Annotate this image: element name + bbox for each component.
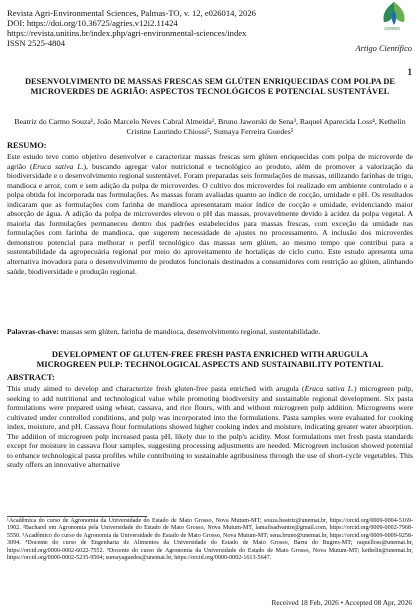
title-english: DEVELOPMENT OF GLUTEN-FREE FRESH PASTA ENRICHED WITH ARUGULA MICROGREEN PULP: TECHNOLOGICAL ASPECTS AND SUSTAINABILITY POTENTIAL — [36, 350, 384, 369]
species-name: Eruca sativa L. — [32, 161, 84, 171]
resumo-body — [7, 152, 413, 276]
resumo-heading: RESUMO: — [7, 141, 47, 150]
resumo-text-start: Este estudo teve como objetivo desenvolver e caracterizar massas frescas sem glúten enriquecidas com polpa de microverde de agrião ( — [7, 152, 413, 171]
doi-line — [7, 18, 413, 28]
keywords-label: Palavras-chave: — [7, 327, 59, 336]
journal-url-link[interactable]: https://revista.unitins.br/index.php/agri-environmental-sciences/index — [7, 28, 247, 38]
resumo-text-rest: ), buscando agregar valor nutricional e tecnológico ao produto, além de promover a valorização da biodiversidade e o desenvolvimento regional sustentável. Foram preparadas seis formulações de massas, utilizando farinhas de trigo, mandioca e arroz, com e sem adição da polpa de microverdes. O cultivo dos microverdes foi realizado em ambiente controlado e a polpa obtida foi incorporada nas formulações. As massas foram avaliadas quanto ao índice de cocção, umidade e pH. Os resultados indicaram que as formulações com farinha de mandioca apresentaram maior índice de cocção e umidade, evidenciando maior absorção de água. A adição da polpa de microverdes elevou o pH das massas, provavelmente devido à acidez da polpa vegetal. A maioria das formulações permaneceu dentro dos padrões estabelecidos para massas frescas, com exceção da umidade nas formulações com farinha de mandioca, que sugerem necessidade de ajustes no processamento. A inclusão dos microverdes demonstrou potencial para melhorar o perfil tecnológico das massas sem glúten, ao mesmo tempo que contribui para a sustentabilidade da agropecuária regional por meio do aproveitamento de hortaliças de ciclo curto. Este estudo apresenta uma alternativa inovadora para o desenvolvimento de produtos funcionais destinados a consumidores com restrição ao glúten, alinhando saúde, biodiversidade e produção regional. — [7, 161, 413, 276]
journal-logo-text: AGRIES — [384, 26, 400, 31]
author-affiliations-footnote: ¹Acadêmica do curso de Agronomia da Universidade do Estado de Mato Grosso, Nova Mutum-MT; souza.beatriz@unemat.br, https://orcid.org/0009-0004-5169-1902. ²Bacharel em Agronomia pela Universidade do Estado de Mato Grosso, Nova Mutum-MT, lamafisadvantre@gmail.com, https://orcid.org/0009-0002-7968-5550. ³Acadêmico do curso de Agronomia da Universidade do Estado de Mato Grosso, Nova Mutum-MT; sena.bruno@unemat.br, https://orcid.org/0009-0009-9258-3094. ⁴Docente do curso de Engenharia de Alimentos da Universidade do Estado de Mato Grosso, Barra do Bugres-MT; raquelloss@unemat.br, https://orcid.org/0000-0002-6022-7552. ⁵Docente do curso de Agronomia da Universidade do Estado de Mato Grosso, Nova Mutum-MT; kethelin@unemat.br, https://orcid.org/0000-0002-5235-9504; sumayaguedes@unemat.br, https://orcid.org/0000-0002-1613-5647. — [7, 518, 413, 562]
journal-url — [7, 28, 413, 38]
abstract-body — [7, 384, 413, 470]
authors: Beatriz do Carmo Souza¹, João Marcelo Neves Cabral Almeida², Bruno Jaworski de Sena³, Raquel Aparecida Loss⁴, Kethelin Cristine Laurindo Chiossi⁵, Sumaya Ferreira Guedes⁵ — [14, 117, 406, 136]
abstract-text-rest: ) microgreen pulp, seeking to add nutritional and technological value while promoting biodiversity and sustainable regional development. Six pasta formulations were prepared using wheat, cassava, and rice flours, with and without microgreen pulp addition. Microgreens were cultivated under controlled conditions, and pulp was incorporated into the formulations. Pasta samples were evaluated for cooking index, moisture, and pH. Cassava flour formulations showed higher cooking index and moisture, indicating greater water absorption. The addition of microgreen pulp increased pasta pH, likely due to the pulp's acidity. Most formulations met fresh pasta standards except for moisture in cassava flour samples, suggesting processing adjustments are needed. Microgreen inclusion showed potential to enhance technological pasta profiles while contributing to sustainable agribusiness through the use of short-cycle vegetables. This study offers an innovative alternative — [7, 384, 413, 470]
title-portuguese: DESENVOLVIMENTO DE MASSAS FRESCAS SEM GLÚTEN ENRIQUECIDAS COM POLPA DE MICROVERDES DE AGRIÃO: ASPECTOS TECNOLÓGICOS E POTENCIAL SUSTENTÁVEL — [24, 77, 396, 96]
journal-header — [7, 8, 413, 64]
footnote-divider — [7, 516, 147, 517]
keywords-text: massas sem glúten, farinha de mandioca, desenvolvimento regional, sustentabilidade. — [58, 327, 321, 336]
doi-link[interactable]: https://doi.org/10.36725/agries.v12i2.11424 — [26, 18, 178, 28]
received-accepted-dates: Received 18 Feb, 2026 • Accepted 08 Apr, 2026 — [271, 598, 412, 607]
article-type: Artigo Científico — [355, 44, 412, 53]
abstract-text-start: This study aimed to develop and characterize fresh gluten-free pasta enriched with arugula ( — [7, 384, 305, 393]
doi-label: DOI: — [7, 18, 27, 28]
issn: ISSN 2525-4804 — [7, 38, 66, 48]
keywords-pt — [7, 327, 413, 337]
journal-citation: Revista Agri-Environmental Sciences, Palmas-TO, v. 12, e026014, 2026 — [7, 8, 256, 18]
abstract-heading: ABSTRACT: — [7, 373, 55, 382]
page-number: 1 — [407, 67, 412, 77]
species-name-en: Eruca sativa L. — [304, 384, 354, 393]
